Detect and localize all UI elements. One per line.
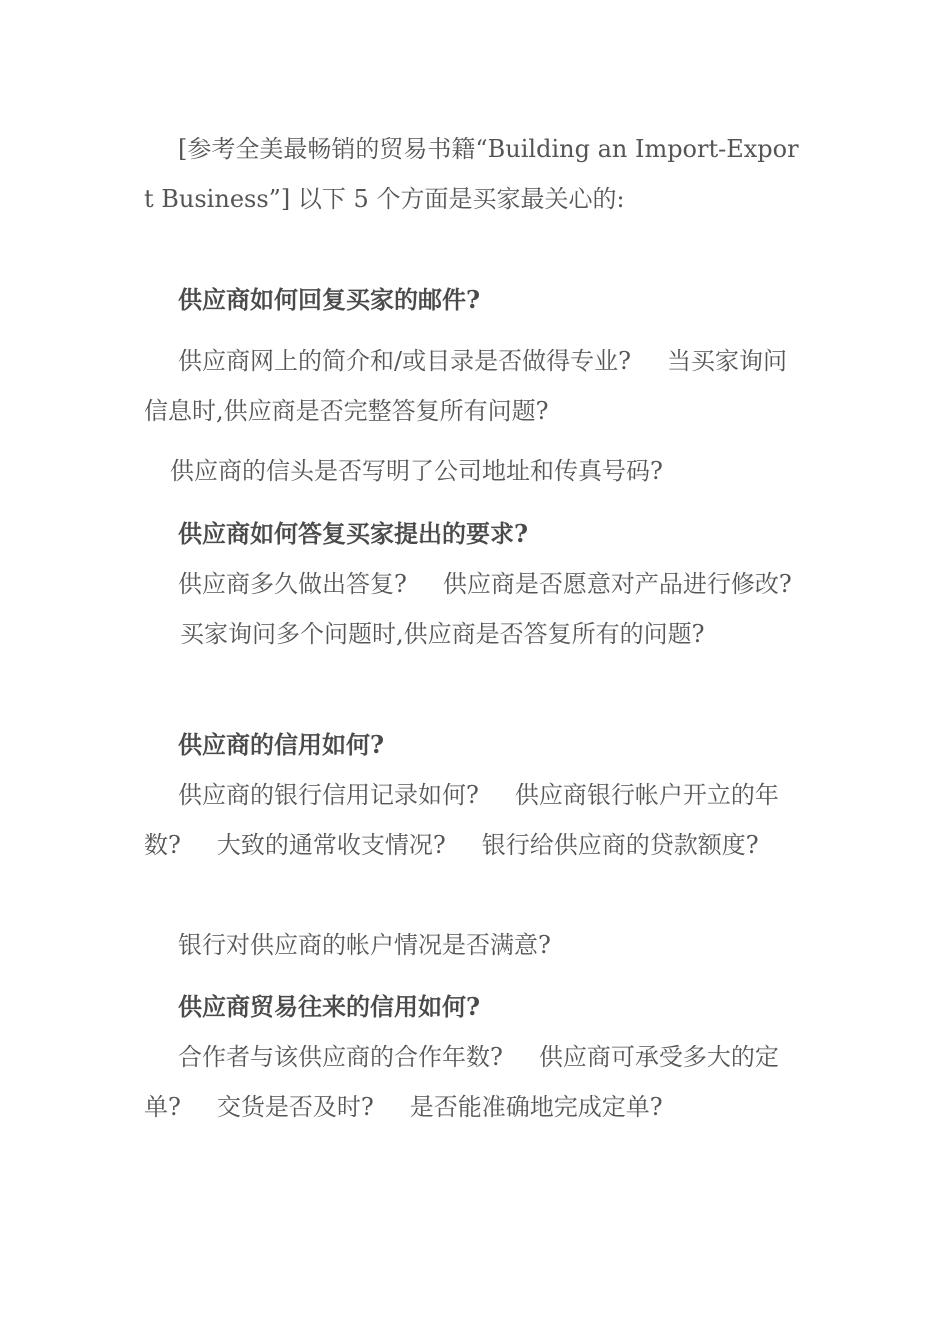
- section-2-paragraph-1: [144, 559, 804, 659]
- question-3-1: 供应商的银行信用记录如何?: [178, 781, 479, 809]
- question-2-3: 买家询问多个问题时,供应商是否答复所有的问题?: [180, 620, 705, 648]
- section-heading-1: 供应商如何回复买家的邮件?: [178, 285, 481, 314]
- question-3-2: 供应商银行帐户开立的年数?: [144, 781, 779, 859]
- question-2-2: 供应商是否愿意对产品进行修改?: [442, 570, 792, 598]
- question-1-3: 供应商的信头是否写明了公司地址和传真号码?: [170, 457, 663, 485]
- question-2-1: 供应商多久做出答复?: [178, 570, 407, 598]
- question-4-2: 供应商可承受多大的定单?: [144, 1043, 779, 1121]
- question-4-1: 合作者与该供应商的合作年数?: [178, 1043, 503, 1071]
- section-1-paragraph-1: [144, 336, 804, 436]
- question-1-1: 供应商网上的简介和/或目录是否做得专业?: [178, 347, 631, 375]
- intro-paragraph: [参考全美最畅销的贸易书籍“Building an Import-Export Business”] 以下 5 个方面是买家最关心的:: [144, 135, 799, 213]
- question-4-3: 交货是否及时?: [216, 1093, 374, 1121]
- section-heading-2: 供应商如何答复买家提出的要求?: [178, 519, 529, 548]
- section-4-paragraph-1: [144, 1032, 804, 1132]
- section-3-paragraph-1: [144, 770, 804, 870]
- question-4-4: 是否能准确地完成定单?: [409, 1093, 663, 1121]
- question-1-2: 当买家询问信息时,供应商是否完整答复所有问题?: [144, 347, 787, 425]
- question-3-3: 大致的通常收支情况?: [216, 831, 446, 859]
- question-3-5: 银行对供应商的帐户情况是否满意?: [178, 931, 551, 959]
- question-3-4: 银行给供应商的贷款额度?: [481, 831, 759, 859]
- section-heading-4: 供应商贸易往来的信用如何?: [178, 992, 481, 1021]
- section-heading-3: 供应商的信用如何?: [178, 730, 385, 759]
